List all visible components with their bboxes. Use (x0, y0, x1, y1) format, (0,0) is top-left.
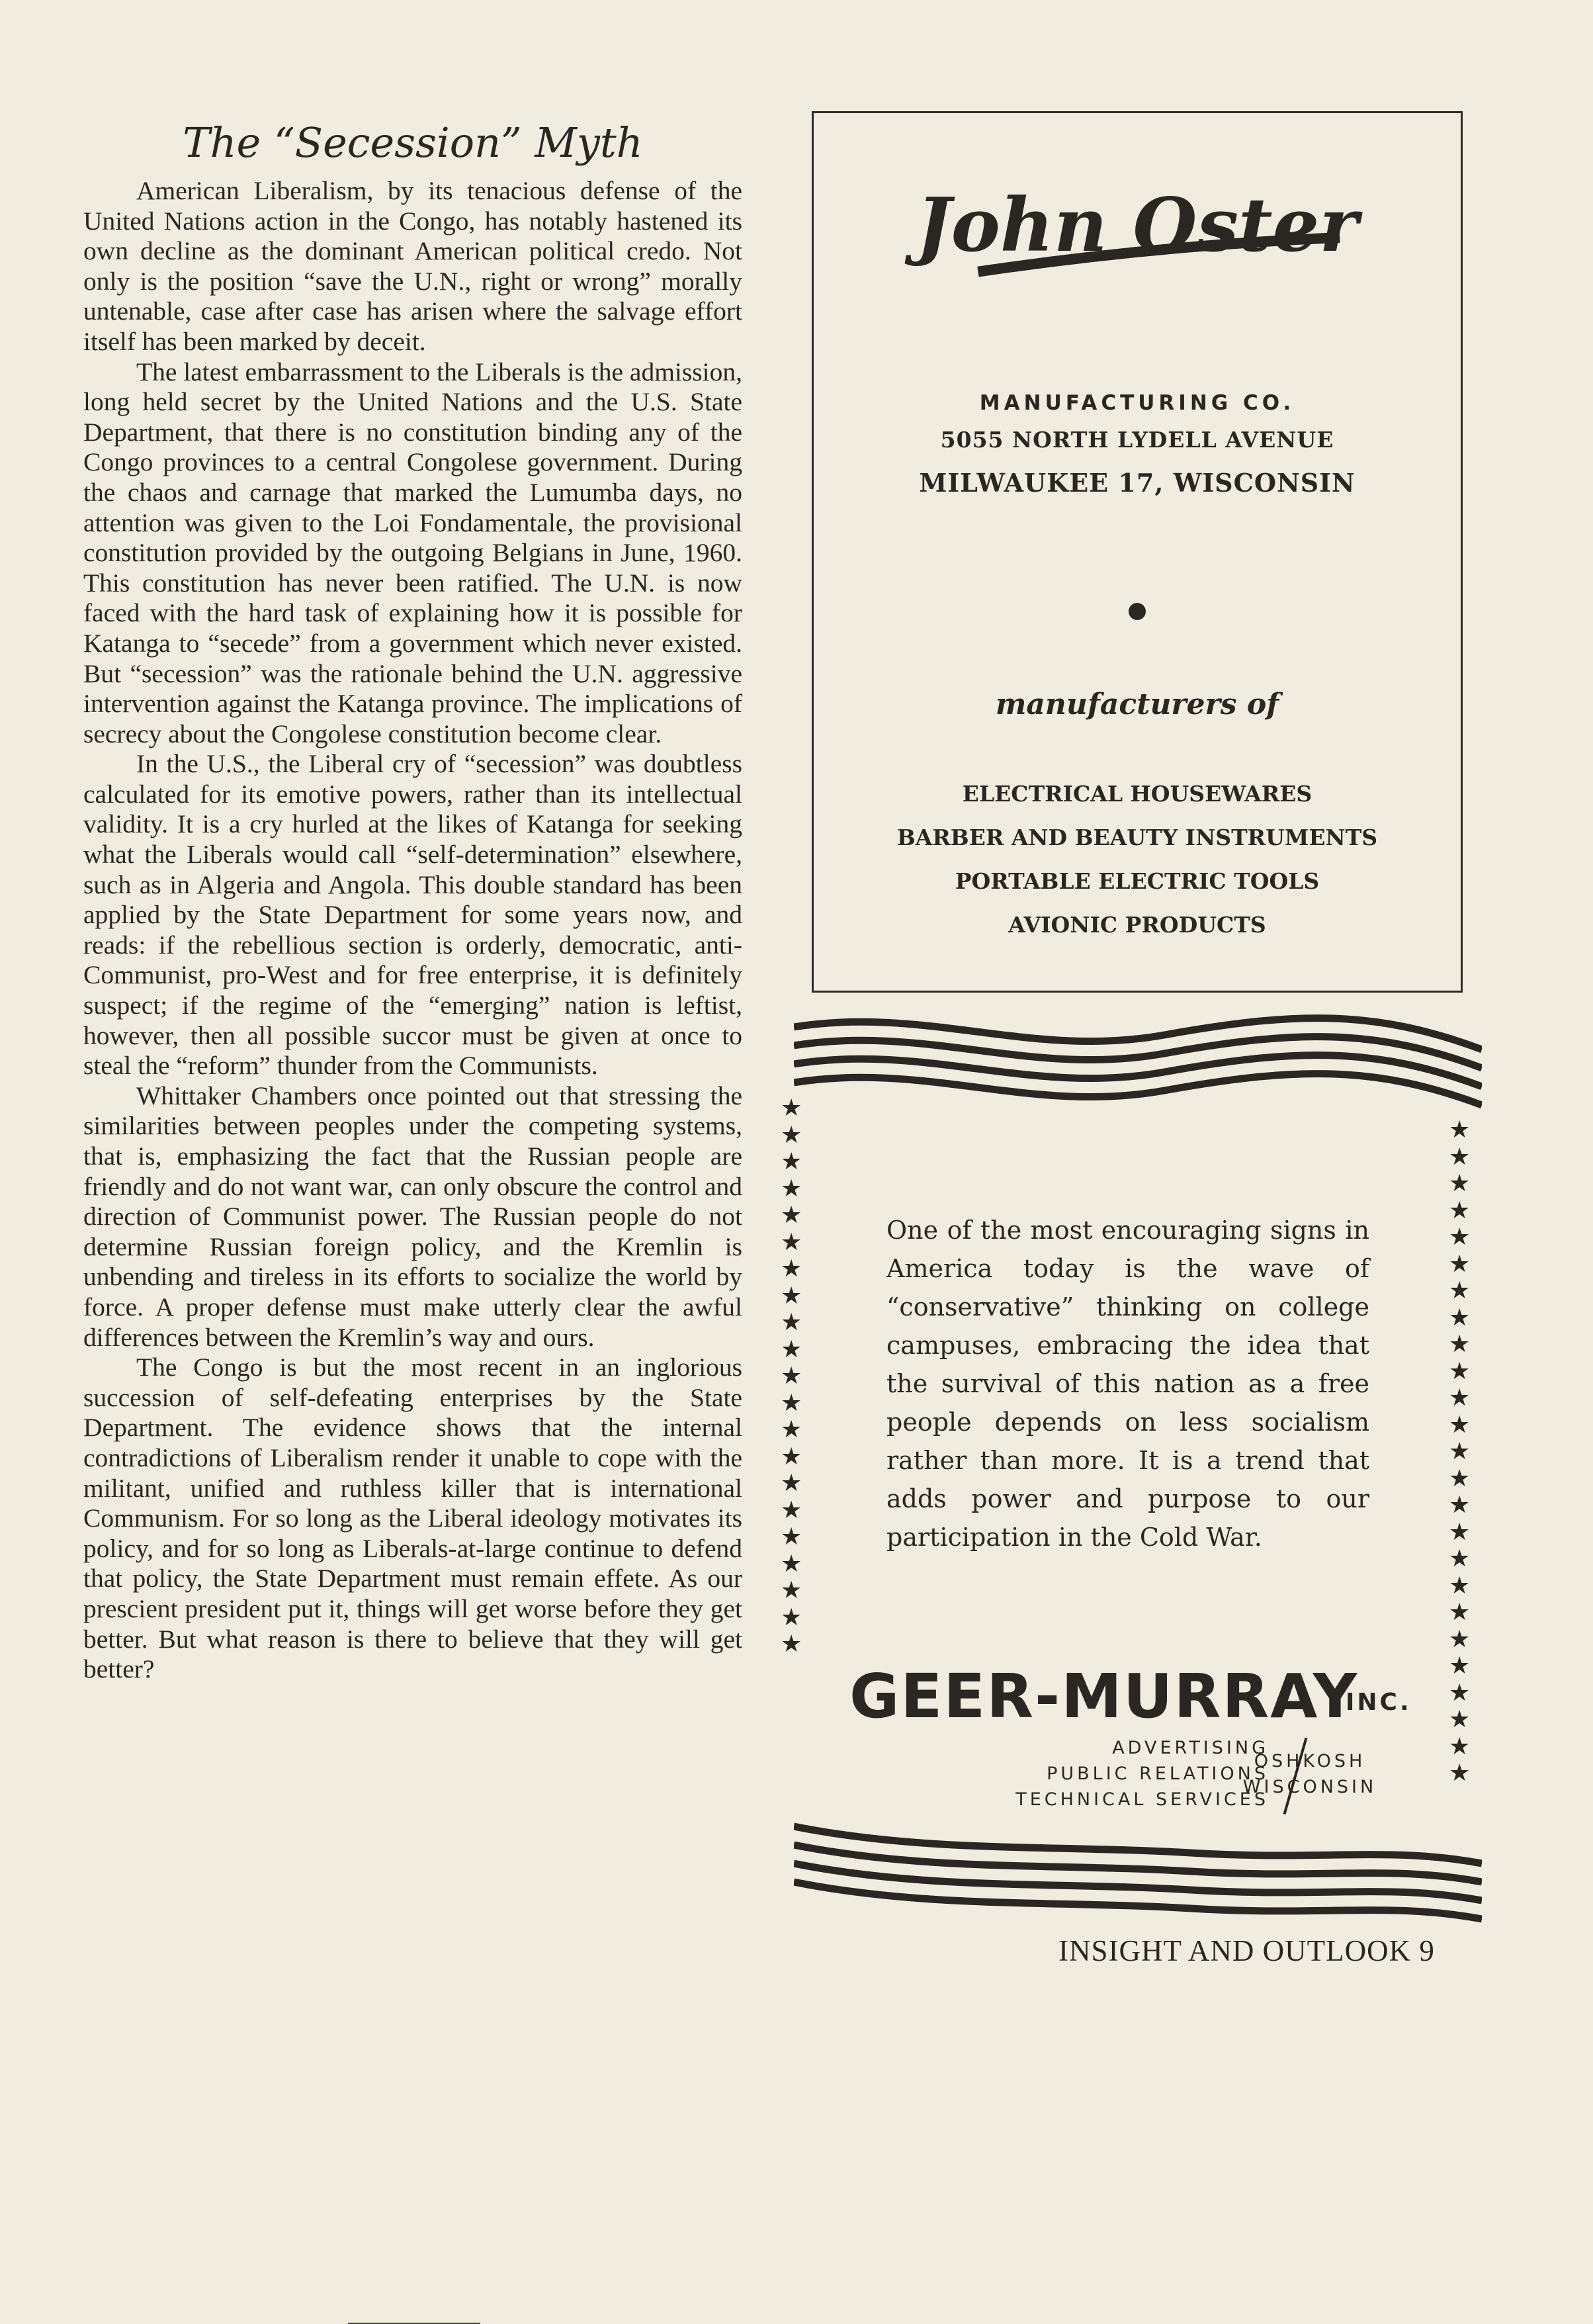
star-icon: ★ (781, 1148, 802, 1175)
page-footer: INSIGHT AND OUTLOOK 9 (1058, 1934, 1435, 1967)
star-icon: ★ (1449, 1706, 1471, 1733)
article-paragraph: The latest embarrassment to the Liberals is the admission, long held secret by the United Nations and the U.S. State Department, that there is no constitution binding any of the Congo provinces to a central Congolese government. During the chaos and carnage that marked the Lumumba days, no attention was given to the Loi Fondamentale, the provisional constitution provided by the outgoing Belgians in June, 1960. This constitution has never been ratified. The U.N. is now faced with the hard task of explaining how it is possible for Katanga to “secede” from a government which never existed. But “secession” was the rationale behind the U.N. aggressive intervention against the Katanga province. The implications of secrecy about the Congolese constitution become clear. (83, 357, 742, 748)
product-item: BARBER AND BEAUTY INSTRUMENTS (896, 825, 1378, 850)
product-item: AVIONIC PRODUCTS (1008, 912, 1266, 938)
bullet-dot (1129, 603, 1146, 620)
article (83, 116, 742, 1685)
city-address: MILWAUKEE 17, WISCONSIN (919, 468, 1356, 498)
star-icon: ★ (1449, 1625, 1471, 1653)
star-icon: ★ (1449, 1545, 1471, 1572)
product-list (814, 772, 1461, 947)
location-state: WISCONSIN (1242, 1777, 1377, 1797)
star-icon: ★ (1449, 1143, 1471, 1171)
wave-stripes-top (794, 1012, 1482, 1112)
star-icon: ★ (781, 1202, 802, 1229)
geer-body-text: One of the most encouraging signs in America today is the wave of “conservative” thinking on college campuses, embracing the idea that the survival of this nation as a free people depends on less socialism rather than more. It is a trend that adds power and purpose to our participation in the Cold War. (886, 1216, 1369, 1552)
service-item: TECHNICAL SERVICES (1015, 1789, 1269, 1810)
article-paragraph: The Congo is but the most recent in an inglorious succession of self-defeating enterprises by the State Department. The evidence shows that the internal contradictions of Liberalism render it unable to cope with the militant, unified and ruthless killer that is international Communism. For so long as the Liberal ideology motivates its policy, and for so long as Liberals-at-large continue to defend that policy, the State Department must remain effete. As our prescient president put it, things will get worse before they get better. But what reason is there to believe that they will get better? (83, 1353, 742, 1684)
star-icon: ★ (1449, 1492, 1471, 1519)
star-icon: ★ (781, 1470, 802, 1497)
street-address: 5055 NORTH LYDELL AVENUE (940, 427, 1334, 453)
star-icon: ★ (1449, 1224, 1471, 1251)
star-column-right (1449, 1117, 1470, 1787)
star-icon: ★ (781, 1389, 802, 1417)
star-icon: ★ (1449, 1464, 1471, 1492)
oster-advertisement (812, 111, 1463, 993)
star-icon: ★ (781, 1496, 802, 1524)
star-icon: ★ (781, 1523, 802, 1550)
star-icon: ★ (781, 1255, 802, 1282)
star-icon: ★ (781, 1416, 802, 1443)
article-paragraph: In the U.S., the Liberal cry of “secession” was doubtless calculated for its emotive powers, rather than its intellectual validity. It is a cry hurled at the likes of Katanga for seeking what the Liberals would call “self-determination” elsewhere, such as in Algeria and Angola. This double standard has been applied by the State Department for some years now, and reads: if the rebellious section is orderly, democratic, anti-Communist, pro-West and for free enterprise, it is definitely suspect; if the regime of the “emerging” nation is leftist, however, then all possible succor must be given at once to steal the “reform” thunder from the Communists. (83, 749, 742, 1081)
star-icon: ★ (1449, 1679, 1471, 1707)
article-paragraph: American Liberalism, by its tenacious defense of the United Nations action in the Congo, has notably hastened its own decline as the dominant American political credo. Not only is the position “save the U.N., right or wrong” morally untenable, case after case has arisen where the salvage effort itself has been marked by deceit. (83, 176, 742, 356)
star-icon: ★ (1449, 1331, 1471, 1358)
star-icon: ★ (1449, 1196, 1471, 1224)
service-item: PUBLIC RELATIONS (1047, 1764, 1269, 1784)
star-icon: ★ (781, 1631, 802, 1658)
star-icon: ★ (1449, 1250, 1471, 1278)
product-item: PORTABLE ELECTRIC TOOLS (955, 868, 1320, 894)
star-icon: ★ (1449, 1116, 1471, 1143)
star-icon: ★ (1449, 1170, 1471, 1197)
star-icon: ★ (1449, 1599, 1471, 1626)
geer-murray-advertisement (781, 1012, 1482, 1926)
star-icon: ★ (781, 1228, 802, 1256)
star-column-left (781, 1095, 802, 1658)
company-name: GEER-MURRAY (849, 1661, 1359, 1732)
service-item: ADVERTISING (1112, 1738, 1269, 1758)
star-icon: ★ (1449, 1304, 1471, 1331)
star-icon: ★ (781, 1363, 802, 1390)
wave-stripes-bottom (794, 1813, 1482, 1926)
tagline: manufacturers of (995, 688, 1279, 721)
logo-text: John Oster (916, 181, 1358, 269)
article-paragraph: Whittaker Chambers once pointed out that stressing the similarities between peoples under the competing systems, that is, emphasizing the fact that the Russian people are friendly and do not want war, can only obscure the control and direction of Communist power. The Russian people do not determine Russian foreign policy, and the Kremlin is unbending and tireless in its efforts to socialize the world by force. A proper defense must make utterly clear the awful differences between the Kremlin’s way and ours. (83, 1081, 742, 1352)
john-oster-logo (814, 173, 1461, 298)
star-icon: ★ (1449, 1518, 1471, 1546)
star-icon: ★ (781, 1121, 802, 1149)
product-item: ELECTRICAL HOUSEWARES (962, 781, 1313, 807)
star-icon: ★ (1449, 1760, 1471, 1787)
company-line: MANUFACTURING CO. (979, 391, 1295, 415)
star-icon: ★ (1449, 1438, 1471, 1465)
star-icon: ★ (1449, 1732, 1471, 1760)
company-suffix: INC. (1346, 1689, 1412, 1716)
star-icon: ★ (781, 1550, 802, 1578)
star-icon: ★ (1449, 1357, 1471, 1385)
article-title: The “Secession” Myth (183, 118, 643, 167)
star-icon: ★ (781, 1443, 802, 1470)
star-icon: ★ (781, 1577, 802, 1604)
star-icon: ★ (781, 1335, 802, 1363)
star-icon: ★ (781, 1309, 802, 1336)
location-city: OSHKOSH (1254, 1751, 1366, 1771)
star-icon: ★ (781, 1095, 802, 1122)
star-icon: ★ (1449, 1384, 1471, 1411)
star-icon: ★ (1449, 1572, 1471, 1599)
star-icon: ★ (781, 1282, 802, 1310)
star-icon: ★ (1449, 1652, 1471, 1679)
star-icon: ★ (1449, 1277, 1471, 1304)
star-icon: ★ (1449, 1411, 1471, 1439)
star-icon: ★ (781, 1175, 802, 1202)
star-icon: ★ (781, 1603, 802, 1631)
location (1178, 1748, 1442, 1800)
